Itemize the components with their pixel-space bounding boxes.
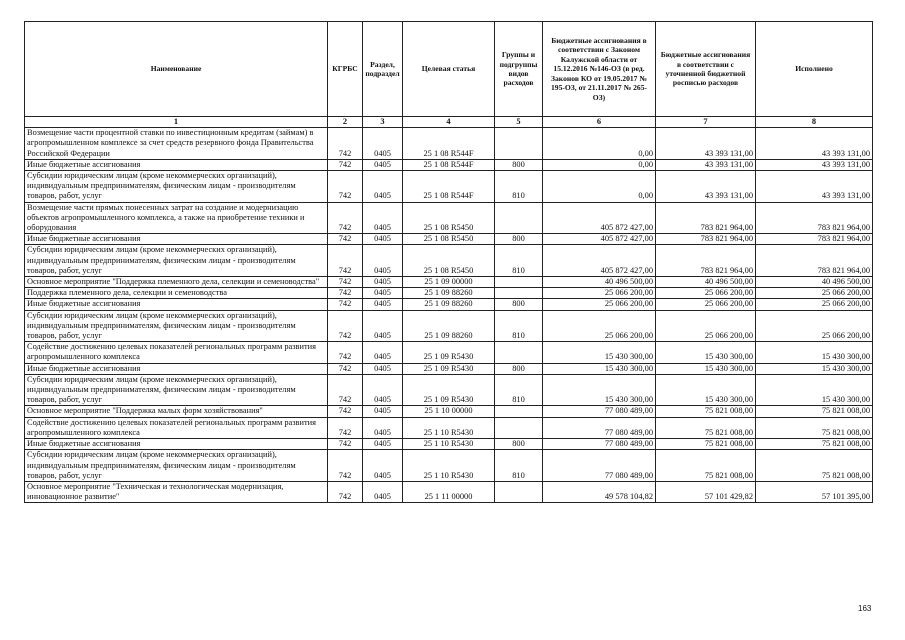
row-group: 800 (495, 299, 543, 310)
row-article: 25 1 09 88260 (403, 310, 495, 342)
row-budget-refined: 15 430 300,00 (656, 342, 756, 363)
row-budget-law: 0,00 (543, 171, 656, 203)
row-article: 25 1 08 R5450 (403, 202, 495, 234)
row-section: 0405 (363, 342, 403, 363)
row-executed: 75 821 008,00 (756, 406, 873, 417)
row-executed: 25 066 200,00 (756, 310, 873, 342)
row-group (495, 342, 543, 363)
row-article: 25 1 10 R5430 (403, 450, 495, 482)
row-budget-refined: 15 430 300,00 (656, 363, 756, 374)
row-kgrbs: 742 (328, 481, 363, 502)
row-group: 800 (495, 363, 543, 374)
row-kgrbs: 742 (328, 439, 363, 450)
row-section: 0405 (363, 202, 403, 234)
table-row (25, 171, 873, 203)
row-budget-law: 77 080 489,00 (543, 439, 656, 450)
column-number: 3 (363, 117, 403, 128)
table-row (25, 342, 873, 363)
header-budget-law: Бюджетные ассигнования в соответствии с Законом Калужской области от 15.12.2016 №146-ОЗ (в ред. Законов КО от 19.05.2017 № 195-ОЗ, от 21.11.2017 № 265-ОЗ) (543, 22, 656, 117)
table-body (25, 128, 873, 503)
row-article: 25 1 08 R544F (403, 128, 495, 160)
row-name: Поддержка племенного дела, селекции и семеноводства (25, 288, 328, 299)
column-number-row (25, 117, 873, 128)
header-kgrbs: КГРБС (328, 22, 363, 117)
row-group (495, 277, 543, 288)
row-kgrbs: 742 (328, 171, 363, 203)
column-number: 5 (495, 117, 543, 128)
row-article: 25 1 10 00000 (403, 406, 495, 417)
row-article: 25 1 08 R5450 (403, 245, 495, 277)
table-row (25, 481, 873, 502)
row-group (495, 288, 543, 299)
row-executed: 43 393 131,00 (756, 171, 873, 203)
table-row (25, 450, 873, 482)
row-executed: 75 821 008,00 (756, 450, 873, 482)
row-section: 0405 (363, 374, 403, 406)
header-group: Группы и подгруппы видов расходов (495, 22, 543, 117)
row-article: 25 1 09 00000 (403, 277, 495, 288)
row-budget-refined: 783 821 964,00 (656, 202, 756, 234)
row-article: 25 1 09 R5430 (403, 374, 495, 406)
row-budget-refined: 25 066 200,00 (656, 310, 756, 342)
row-budget-refined: 783 821 964,00 (656, 234, 756, 245)
row-budget-law: 0,00 (543, 159, 656, 170)
page-number: 163 (858, 604, 872, 613)
row-name: Иные бюджетные ассигнования (25, 439, 328, 450)
table-row (25, 202, 873, 234)
row-kgrbs: 742 (328, 310, 363, 342)
row-section: 0405 (363, 234, 403, 245)
row-section: 0405 (363, 288, 403, 299)
row-name: Субсидии юридическим лицам (кроме некоммерческих организаций), индивидуальным предпринимателям, физическим лицам - производителям товаров, работ, услуг (25, 171, 328, 203)
row-article: 25 1 11 00000 (403, 481, 495, 502)
row-kgrbs: 742 (328, 406, 363, 417)
row-kgrbs: 742 (328, 159, 363, 170)
row-kgrbs: 742 (328, 202, 363, 234)
table-row (25, 288, 873, 299)
table-row (25, 234, 873, 245)
row-group: 810 (495, 245, 543, 277)
row-section: 0405 (363, 481, 403, 502)
row-kgrbs: 742 (328, 342, 363, 363)
header-section: Раздел, подраздел (363, 22, 403, 117)
row-kgrbs: 742 (328, 128, 363, 160)
row-section: 0405 (363, 310, 403, 342)
row-section: 0405 (363, 406, 403, 417)
row-section: 0405 (363, 450, 403, 482)
row-budget-law: 77 080 489,00 (543, 406, 656, 417)
row-executed: 57 101 395,00 (756, 481, 873, 502)
row-section: 0405 (363, 439, 403, 450)
row-section: 0405 (363, 363, 403, 374)
column-number: 7 (656, 117, 756, 128)
row-budget-law: 25 066 200,00 (543, 299, 656, 310)
row-group: 810 (495, 171, 543, 203)
row-kgrbs: 742 (328, 277, 363, 288)
row-name: Основное мероприятие "Поддержка малых форм хозяйствования" (25, 406, 328, 417)
row-name: Основное мероприятие "Техническая и технологическая модернизация, инновационное развитие" (25, 481, 328, 502)
row-executed: 25 066 200,00 (756, 288, 873, 299)
row-article: 25 1 10 R5430 (403, 417, 495, 438)
column-number: 2 (328, 117, 363, 128)
row-article: 25 1 09 R5430 (403, 363, 495, 374)
row-budget-law: 15 430 300,00 (543, 342, 656, 363)
row-section: 0405 (363, 277, 403, 288)
table-row (25, 159, 873, 170)
row-kgrbs: 742 (328, 288, 363, 299)
row-group: 800 (495, 234, 543, 245)
row-budget-refined: 783 821 964,00 (656, 245, 756, 277)
row-name: Иные бюджетные ассигнования (25, 363, 328, 374)
row-kgrbs: 742 (328, 245, 363, 277)
table-row (25, 277, 873, 288)
row-budget-refined: 25 066 200,00 (656, 299, 756, 310)
row-group: 800 (495, 439, 543, 450)
row-budget-law: 40 496 500,00 (543, 277, 656, 288)
row-group (495, 417, 543, 438)
table-row (25, 128, 873, 160)
row-budget-law: 15 430 300,00 (543, 363, 656, 374)
row-executed: 15 430 300,00 (756, 342, 873, 363)
row-section: 0405 (363, 417, 403, 438)
row-budget-law: 405 872 427,00 (543, 234, 656, 245)
row-budget-refined: 43 393 131,00 (656, 159, 756, 170)
row-kgrbs: 742 (328, 299, 363, 310)
row-executed: 783 821 964,00 (756, 245, 873, 277)
row-executed: 783 821 964,00 (756, 234, 873, 245)
row-group (495, 481, 543, 502)
row-budget-refined: 15 430 300,00 (656, 374, 756, 406)
table-row (25, 406, 873, 417)
row-name: Иные бюджетные ассигнования (25, 299, 328, 310)
row-budget-refined: 25 066 200,00 (656, 288, 756, 299)
row-section: 0405 (363, 159, 403, 170)
row-executed: 15 430 300,00 (756, 374, 873, 406)
row-budget-law: 405 872 427,00 (543, 202, 656, 234)
column-number: 4 (403, 117, 495, 128)
row-budget-refined: 43 393 131,00 (656, 171, 756, 203)
row-group: 810 (495, 374, 543, 406)
column-number: 6 (543, 117, 656, 128)
row-section: 0405 (363, 245, 403, 277)
row-budget-refined: 75 821 008,00 (656, 450, 756, 482)
row-group (495, 128, 543, 160)
header-name: Наименование (25, 22, 328, 117)
row-budget-law: 25 066 200,00 (543, 310, 656, 342)
table-row (25, 417, 873, 438)
table-row (25, 363, 873, 374)
row-group (495, 202, 543, 234)
header-executed: Исполнено (756, 22, 873, 117)
row-executed: 43 393 131,00 (756, 159, 873, 170)
table-row (25, 299, 873, 310)
row-article: 25 1 08 R544F (403, 171, 495, 203)
header-article: Целевая статья (403, 22, 495, 117)
row-executed: 40 496 500,00 (756, 277, 873, 288)
header-row (25, 22, 873, 117)
row-kgrbs: 742 (328, 363, 363, 374)
table-row (25, 310, 873, 342)
row-budget-refined: 75 821 008,00 (656, 417, 756, 438)
row-name: Субсидии юридическим лицам (кроме некоммерческих организаций), индивидуальным предпринимателям, физическим лицам - производителям товаров, работ, услуг (25, 374, 328, 406)
row-name: Возмещение части прямых понесенных затрат на создание и модернизацию объектов агропромышленного комплекса, а также на приобретение техники и оборудования (25, 202, 328, 234)
table-row (25, 245, 873, 277)
budget-table (24, 21, 873, 503)
row-executed: 43 393 131,00 (756, 128, 873, 160)
row-article: 25 1 08 R5450 (403, 234, 495, 245)
row-budget-law: 49 578 104,82 (543, 481, 656, 502)
row-kgrbs: 742 (328, 417, 363, 438)
row-name: Иные бюджетные ассигнования (25, 234, 328, 245)
row-executed: 15 430 300,00 (756, 363, 873, 374)
row-budget-law: 77 080 489,00 (543, 450, 656, 482)
row-name: Возмещение части процентной ставки по инвестиционным кредитам (займам) в агропромышленном комплексе за счет средств резервного фонда Правительства Российской Федерации (25, 128, 328, 160)
row-budget-law: 405 872 427,00 (543, 245, 656, 277)
row-name: Субсидии юридическим лицам (кроме некоммерческих организаций), индивидуальным предпринимателям, физическим лицам - производителям товаров, работ, услуг (25, 310, 328, 342)
row-budget-refined: 75 821 008,00 (656, 439, 756, 450)
row-group (495, 406, 543, 417)
row-budget-refined: 43 393 131,00 (656, 128, 756, 160)
row-name: Основное мероприятие "Поддержка племенного дела, селекции и семеноводства" (25, 277, 328, 288)
row-group: 810 (495, 310, 543, 342)
row-name: Содействие достижению целевых показателей региональных программ развития агропромышленного комплекса (25, 417, 328, 438)
table-row (25, 439, 873, 450)
row-article: 25 1 08 R544F (403, 159, 495, 170)
row-budget-law: 15 430 300,00 (543, 374, 656, 406)
row-section: 0405 (363, 171, 403, 203)
row-budget-refined: 40 496 500,00 (656, 277, 756, 288)
row-executed: 25 066 200,00 (756, 299, 873, 310)
row-name: Иные бюджетные ассигнования (25, 159, 328, 170)
row-executed: 783 821 964,00 (756, 202, 873, 234)
row-group: 810 (495, 450, 543, 482)
row-article: 25 1 09 R5430 (403, 342, 495, 363)
row-name: Содействие достижению целевых показателей региональных программ развития агропромышленного комплекса (25, 342, 328, 363)
row-executed: 75 821 008,00 (756, 417, 873, 438)
row-budget-refined: 57 101 429,82 (656, 481, 756, 502)
column-number: 8 (756, 117, 873, 128)
row-article: 25 1 09 88260 (403, 299, 495, 310)
column-number: 1 (25, 117, 328, 128)
header-budget-refined: Бюджетные ассигнования в соответствии с уточненной бюджетной росписью расходов (656, 22, 756, 117)
row-budget-law: 77 080 489,00 (543, 417, 656, 438)
row-name: Субсидии юридическим лицам (кроме некоммерческих организаций), индивидуальным предпринимателям, физическим лицам - производителям товаров, работ, услуг (25, 245, 328, 277)
row-kgrbs: 742 (328, 374, 363, 406)
row-budget-refined: 75 821 008,00 (656, 406, 756, 417)
row-kgrbs: 742 (328, 450, 363, 482)
table-row (25, 374, 873, 406)
row-budget-law: 25 066 200,00 (543, 288, 656, 299)
row-article: 25 1 09 88260 (403, 288, 495, 299)
row-group: 800 (495, 159, 543, 170)
row-section: 0405 (363, 299, 403, 310)
row-article: 25 1 10 R5430 (403, 439, 495, 450)
row-executed: 75 821 008,00 (756, 439, 873, 450)
row-budget-law: 0,00 (543, 128, 656, 160)
row-section: 0405 (363, 128, 403, 160)
row-kgrbs: 742 (328, 234, 363, 245)
row-name: Субсидии юридическим лицам (кроме некоммерческих организаций), индивидуальным предпринимателям, физическим лицам - производителям товаров, работ, услуг (25, 450, 328, 482)
